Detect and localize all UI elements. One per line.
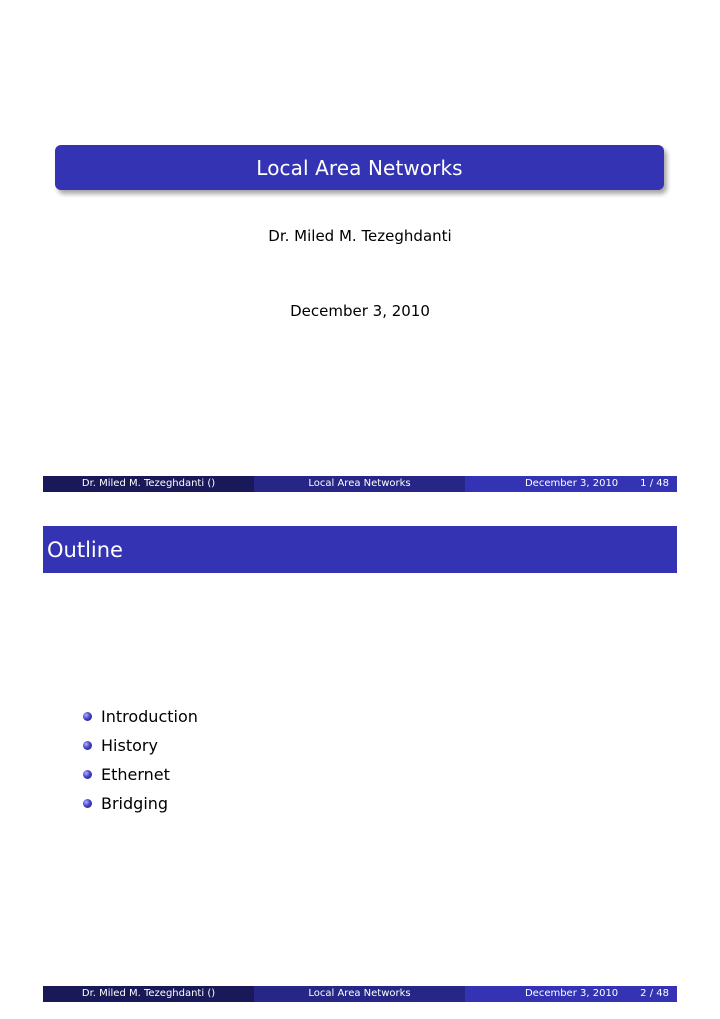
page-number: 2 / 48 bbox=[640, 988, 669, 999]
footer-date-page bbox=[465, 986, 677, 1002]
footer-title: Local Area Networks bbox=[254, 476, 465, 492]
bullet-icon bbox=[83, 799, 92, 808]
footer-author: Dr. Miled M. Tezeghdanti () bbox=[43, 986, 254, 1002]
presentation-date: December 3, 2010 bbox=[290, 302, 430, 320]
bullet-icon bbox=[83, 741, 92, 750]
footer-title: Local Area Networks bbox=[254, 986, 465, 1002]
author-name: Dr. Miled M. Tezeghdanti bbox=[268, 227, 452, 245]
page-number: 1 / 48 bbox=[640, 478, 669, 489]
list-item bbox=[83, 789, 198, 818]
slide-footer bbox=[43, 476, 677, 492]
slide-footer bbox=[43, 986, 677, 1002]
footer-date: December 3, 2010 bbox=[524, 478, 619, 489]
list-item-label: Introduction bbox=[101, 707, 198, 726]
footer-date-page bbox=[465, 476, 677, 492]
bullet-icon bbox=[83, 770, 92, 779]
footer-author: Dr. Miled M. Tezeghdanti () bbox=[43, 476, 254, 492]
list-item-label: History bbox=[101, 736, 158, 755]
footer-date: December 3, 2010 bbox=[524, 988, 619, 999]
outline-slide bbox=[43, 509, 677, 1002]
list-item bbox=[83, 731, 198, 760]
frame-title: Outline bbox=[43, 526, 677, 573]
list-item-label: Ethernet bbox=[101, 765, 170, 784]
title-slide bbox=[43, 0, 677, 493]
list-item-label: Bridging bbox=[101, 794, 169, 813]
presentation-title: Local Area Networks bbox=[55, 145, 664, 190]
list-item bbox=[83, 702, 198, 731]
outline-list bbox=[83, 702, 198, 818]
list-item bbox=[83, 760, 198, 789]
bullet-icon bbox=[83, 712, 92, 721]
